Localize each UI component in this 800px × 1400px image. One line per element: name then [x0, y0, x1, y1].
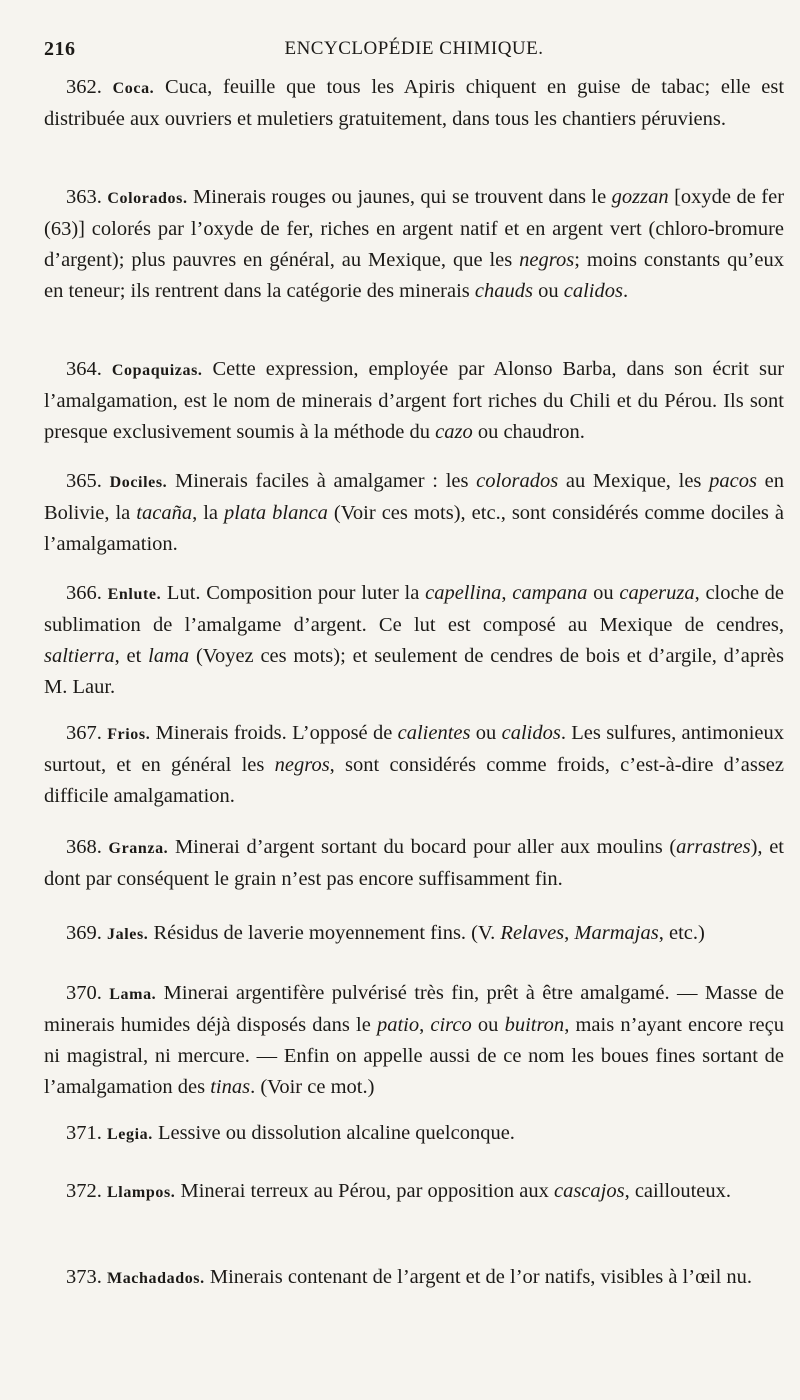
entry-term: Dociles.: [109, 474, 168, 491]
entry-italic-term: colorados: [476, 470, 559, 492]
entry-term: Granza.: [108, 840, 169, 857]
entry-text: Cette expression, employée par Alonso Barba, dans son écrit sur l’amalgamation, est le nom de minerais d’argent fort riches du Chili et du Pérou. Ils sont presque exclusivement soumis à la méthode du: [44, 358, 785, 443]
running-title: ENCYCLOPÉDIE CHIMIQUE.: [284, 38, 544, 59]
entry-text: Minerai d’argent sortant du bocard pour aller aux moulins (: [174, 836, 677, 858]
entry-italic-term: caperuza: [619, 582, 695, 604]
entry-term: Copaquizas.: [111, 362, 203, 379]
entry-italic-term: capellina: [425, 582, 502, 604]
entry-text: , mais n’ayant encore reçu ni magistral, ni mercure. — Enfin on appelle aussi de ce nom les boues fines sortant de l’amalgamation des: [44, 1014, 784, 1098]
entry-364: [44, 354, 784, 448]
entry-term: Lama.: [109, 986, 157, 1003]
entry-368: [44, 832, 784, 895]
entry-number: 369.: [66, 922, 102, 944]
entry-number: 364.: [66, 358, 102, 380]
entry-text: ou chaudron.: [472, 421, 585, 443]
entry-term: Llampos.: [107, 1184, 176, 1201]
entry-italic-term: negros: [519, 249, 575, 271]
entry-italic-term: lama: [148, 645, 190, 667]
entry-369: [44, 918, 784, 950]
entry-text: , et: [114, 645, 149, 667]
entry-italic-term: buitron: [504, 1014, 565, 1036]
entry-number: 371.: [66, 1122, 102, 1144]
entry-term: Frios.: [107, 726, 151, 743]
entry-italic-term: circo: [430, 1014, 472, 1036]
entry-text: au Mexique, les: [558, 470, 710, 492]
entry-text: (Voyez ces mots); et seulement de cendres de bois et d’argile, d’après M. Laur.: [44, 645, 784, 698]
page-number: 216: [44, 38, 76, 60]
entry-italic-term: tacaña: [136, 502, 193, 524]
entry-371: [44, 1118, 784, 1150]
entry-italic-term: calientes: [397, 722, 471, 744]
entry-text: Minerais froids. L’opposé de: [155, 722, 398, 744]
entry-text: . (Voir ce mot.): [250, 1076, 375, 1098]
entry-365: [44, 466, 784, 560]
entry-text: Lessive ou dissolution alcaline quelconque.: [157, 1122, 515, 1144]
entry-text: [oxyde de fer (63)] colorés par l’oxyde de fer, riches en argent natif et en argent vert (chloro-bromure d’argent); plus pauvres en général, au Mexique, que les: [44, 186, 785, 271]
entry-text: Cuca, feuille que tous les Apiris chiquent en guise de tabac; elle est distribuée aux ouvriers et muletiers gratuitement, dans tous les chantiers péruviens.: [44, 76, 785, 130]
entry-text: , cloche de sublimation de l’amalgame d’argent. Ce lut est composé au Mexique de cendres,: [44, 582, 785, 636]
entry-text: Minerais rouges ou jaunes, qui se trouvent dans le: [193, 186, 612, 208]
entry-italic-term: negros: [274, 754, 330, 776]
entry-term: Coca.: [112, 80, 155, 97]
entry-number: 362.: [66, 76, 102, 98]
entry-text: ,: [501, 582, 513, 604]
entry-text: ou: [532, 280, 564, 302]
entry-italic-term: Relaves: [500, 922, 565, 944]
entry-text: ,: [419, 1014, 431, 1036]
entry-text: Minerai terreux au Pérou, par opposition aux: [180, 1180, 554, 1202]
entry-text: ou: [470, 722, 502, 744]
entry-text: ), et dont par conséquent le grain n’est pas encore suffisamment fin.: [44, 836, 785, 890]
entry-number: 372.: [66, 1180, 102, 1202]
entry-italic-term: cazo: [435, 421, 473, 443]
entry-text: (Voir ces mots), etc., sont considérés comme dociles à l’amalgamation.: [44, 502, 785, 555]
entry-366: [44, 578, 784, 703]
entry-text: Minerais contenant de l’argent et de l’or natifs, visibles à l’œil nu.: [209, 1266, 753, 1288]
entry-italic-term: cascajos: [553, 1180, 625, 1202]
page-header: [44, 38, 784, 68]
entry-text: , sont considérés comme froids, c’est-à-dire d’assez difficile amalgamation.: [44, 754, 785, 807]
entry-text: ou: [587, 582, 620, 604]
entry-text: Minerais faciles à amalgamer : les: [174, 470, 477, 492]
entry-italic-term: tinas: [210, 1076, 251, 1098]
entry-term: Machadados.: [107, 1270, 205, 1287]
entry-text: , la: [192, 502, 224, 524]
entry-text: ; moins constants qu’eux en teneur; ils rentrent dans la catégorie des minerais: [44, 249, 784, 302]
entry-italic-term: calidos: [501, 722, 561, 744]
entry-text: , etc.): [658, 922, 705, 944]
entry-text: ,: [564, 922, 575, 944]
entry-term: Legia.: [107, 1126, 153, 1143]
entry-text: . Les sulfures, antimonieux surtout, et en général les: [44, 722, 785, 776]
entry-term: Enlute.: [107, 586, 162, 603]
entry-text: Lut. Composition pour luter la: [166, 582, 426, 604]
entry-italic-term: saltierra: [44, 645, 115, 667]
entry-italic-term: chauds: [474, 280, 533, 302]
entry-italic-term: arrastres: [676, 836, 751, 858]
entry-370: [44, 978, 784, 1103]
entry-number: 363.: [66, 186, 102, 208]
entry-number: 368.: [66, 836, 102, 858]
entry-number: 365.: [66, 470, 102, 492]
entry-367: [44, 718, 784, 812]
entry-363: [44, 182, 784, 307]
entry-text: Minerai argentifère pulvérisé très fin, prêt à être amalgamé. — Masse de minerais humides déjà disposés dans le: [44, 982, 785, 1036]
entry-term: Colorados.: [107, 190, 188, 207]
entry-number: 373.: [66, 1266, 102, 1288]
entry-italic-term: pacos: [709, 470, 757, 492]
entry-text: Résidus de laverie moyennement fins. (V.: [153, 922, 501, 944]
entry-term: Jales.: [107, 926, 149, 943]
entry-text: ou: [471, 1014, 505, 1036]
entry-italic-term: campana: [512, 582, 588, 604]
entry-italic-term: gozzan: [611, 186, 669, 208]
entry-text: , caillouteux.: [624, 1180, 732, 1202]
entry-number: 367.: [66, 722, 102, 744]
entry-text: .: [622, 280, 629, 302]
entry-italic-term: calidos: [563, 280, 623, 302]
entry-number: 370.: [66, 982, 102, 1004]
entry-italic-term: plata blanca: [224, 502, 328, 524]
entry-372: [44, 1176, 784, 1208]
entry-362: [44, 72, 784, 135]
entry-text: en Bolivie, la: [44, 470, 784, 524]
entry-373: [44, 1262, 784, 1294]
entry-number: 366.: [66, 582, 102, 604]
entry-italic-term: Marmajas: [574, 922, 659, 944]
entry-italic-term: patio: [376, 1014, 420, 1036]
